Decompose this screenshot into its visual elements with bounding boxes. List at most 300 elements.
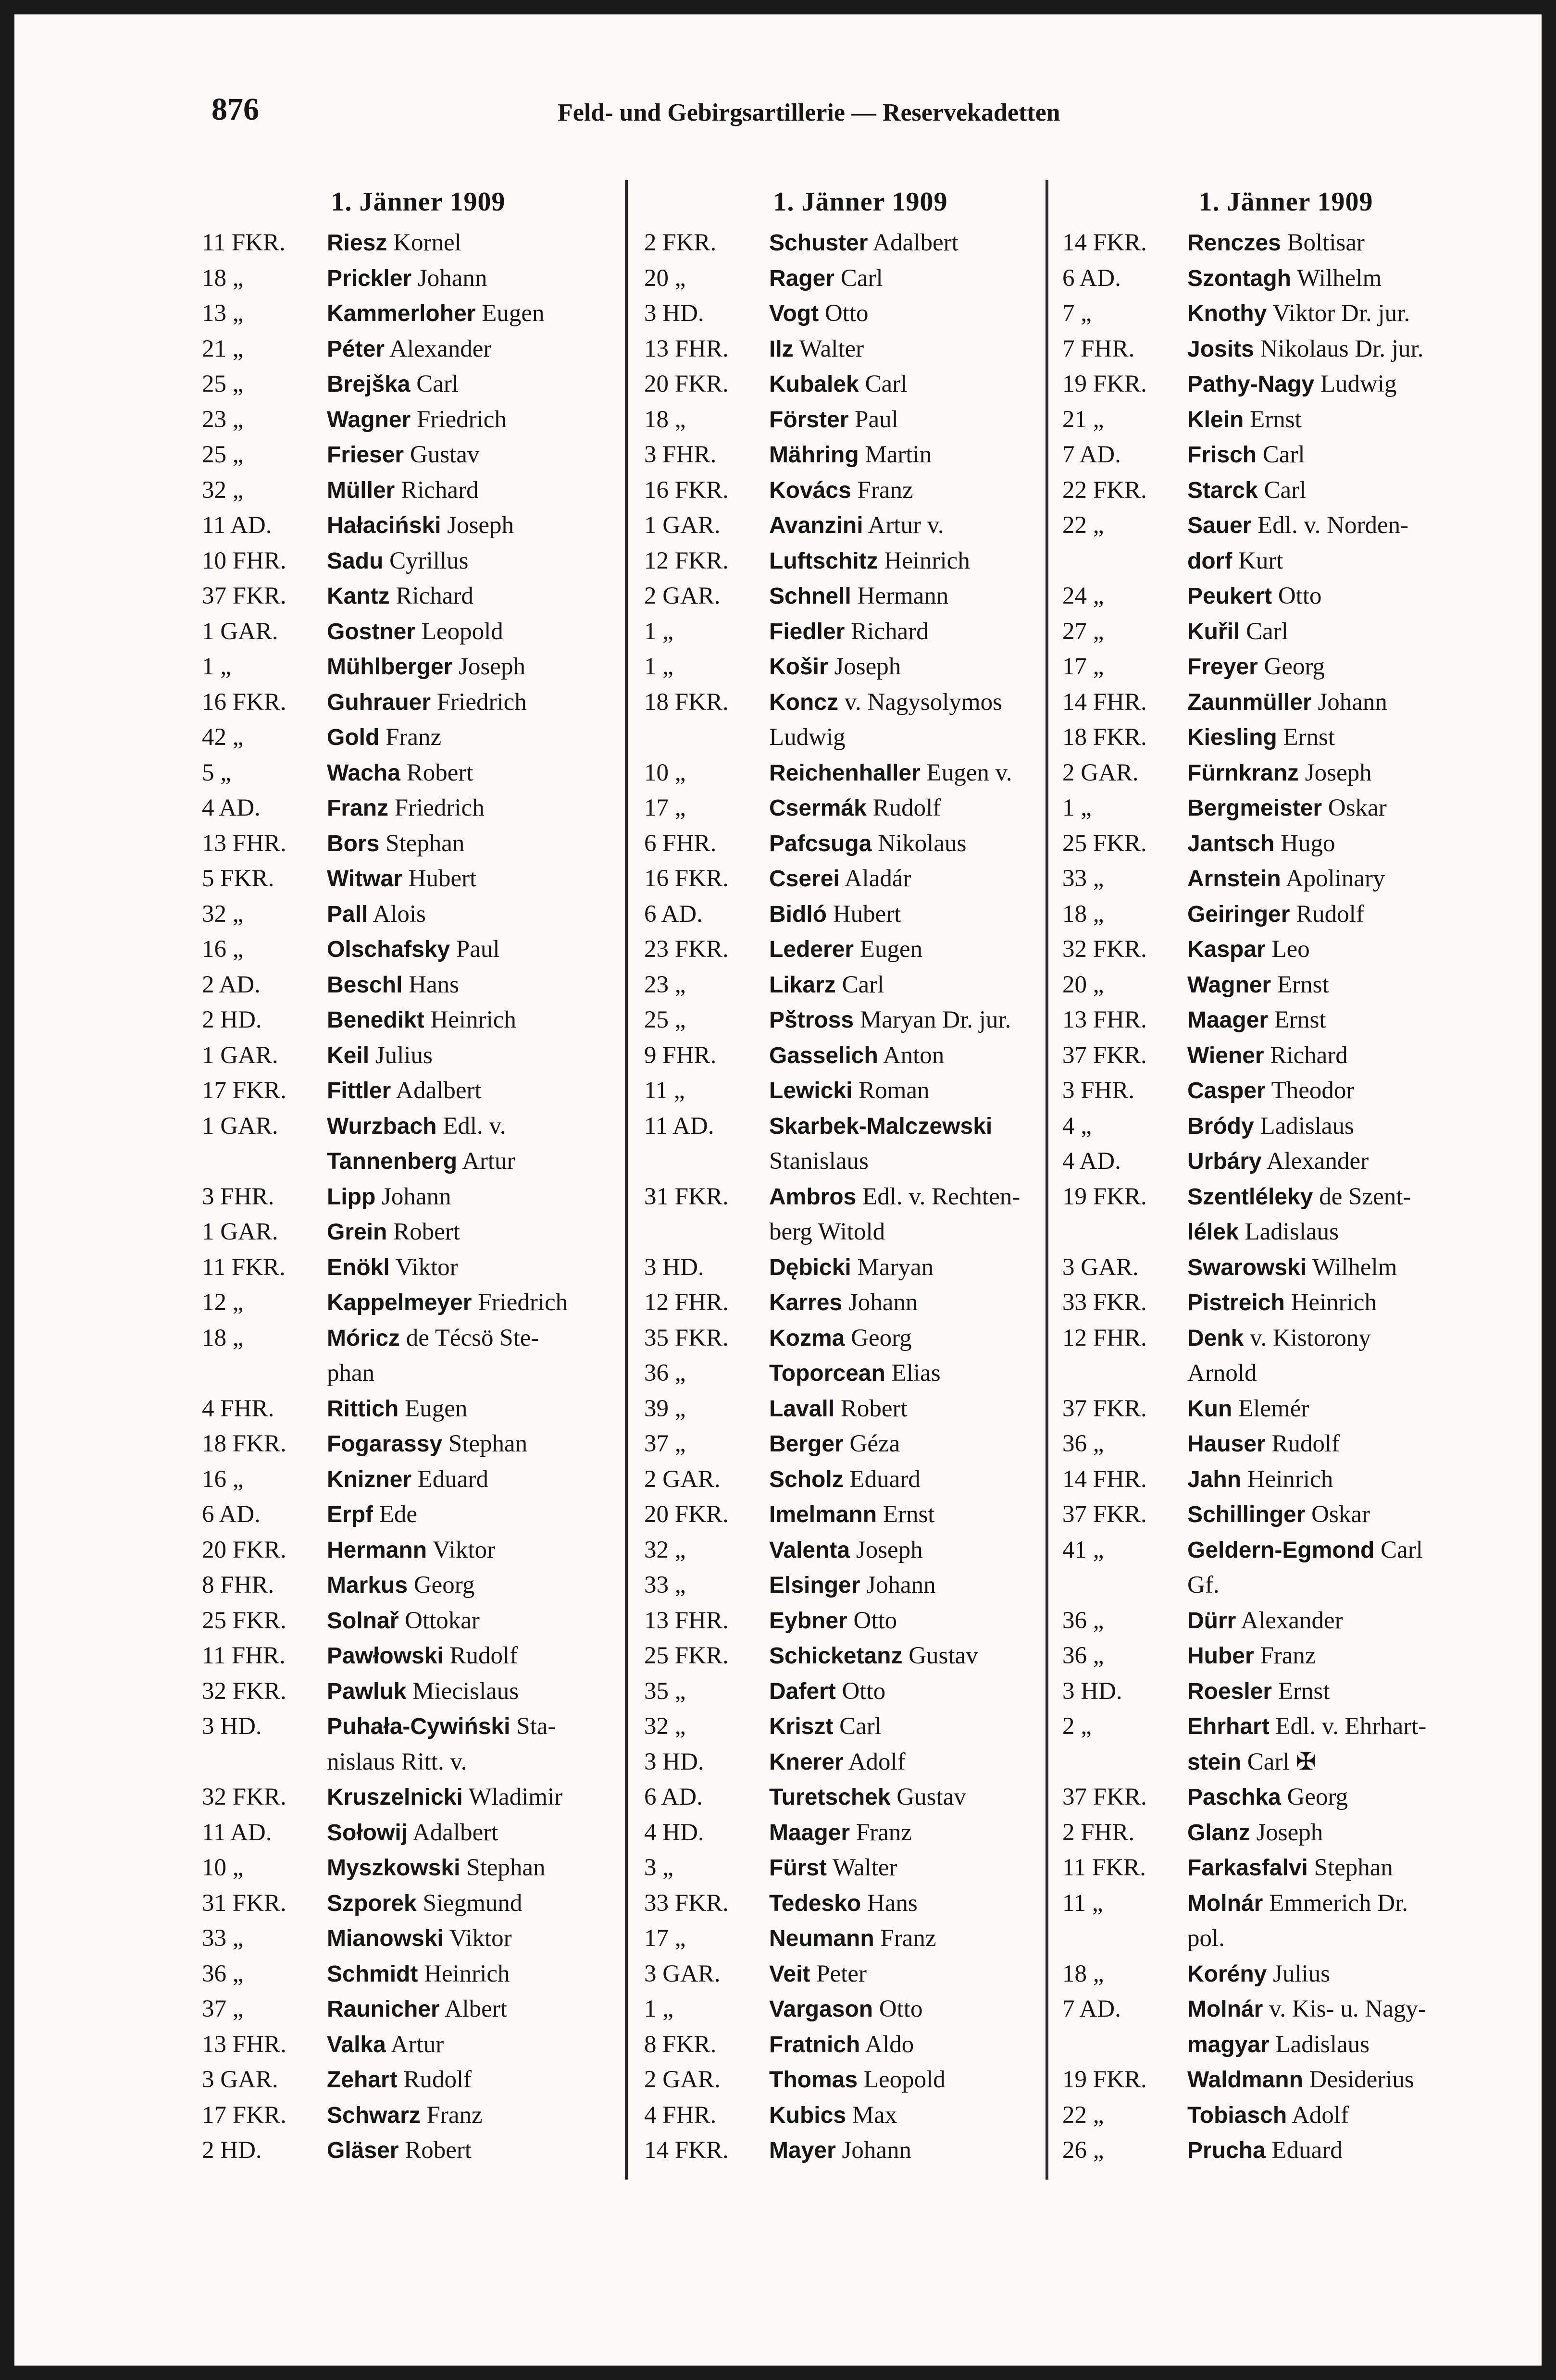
roster-entry [202,1356,635,1391]
given-name: Ernst [1250,406,1302,433]
surname: Denk [1187,1325,1244,1351]
roster-entry [202,1957,635,1992]
cadet-name [327,685,527,720]
regiment-code: 6 AD. [644,900,703,928]
regiment-code: 4 FHR. [202,1395,274,1422]
regiment-code: 18 „ [1062,1960,1104,1987]
regiment-code: 25 FKR. [202,1607,286,1634]
surname: Bidló [769,901,827,927]
surname: Mayer [769,2138,836,2163]
given-name: Wilhelm [1312,1253,1397,1281]
given-name: Friedrich [416,406,507,433]
roster-entry [1062,1603,1509,1639]
cadet-name [769,1038,944,1074]
regiment-code: 1 „ [202,653,231,680]
surname: Wagner [1187,972,1271,998]
cadet-name [769,1921,936,1957]
regiment-code: 11 FHR. [202,1642,286,1669]
given-name: Julius [1273,1960,1331,1987]
given-name: Viktor [395,1253,458,1281]
roster-entry [1062,296,1509,332]
roster-entry [1062,826,1509,862]
surname: Szontagh [1187,265,1291,291]
roster-entry [1062,1038,1509,1074]
given-name: Alois [373,900,426,928]
regiment-code: 23 „ [644,971,686,998]
given-name: Desiderius [1309,2066,1414,2093]
surname: Beschl [327,972,403,998]
regiment-code: 33 FKR. [644,1889,729,1917]
surname: Ehrhart [1187,1714,1270,1739]
given-name: Rudolf [403,2066,472,2093]
surname: Pafcsuga [769,831,872,856]
cadet-name [769,720,846,756]
roster-entry [202,1850,635,1886]
roster-entry [644,1356,1077,1391]
cadet-name [327,756,473,791]
given-name: Stephan [386,830,465,857]
surname: Pathy-Nagy [1187,372,1315,397]
given-name: Gustav [410,441,480,468]
roster-entry [202,1144,635,1179]
cadet-name [327,649,525,685]
surname: Waldmann [1187,2067,1303,2093]
roster-entry [644,1391,1077,1427]
cadet-name [769,1215,885,1250]
regiment-code: 3 HD. [1062,1677,1122,1705]
cadet-name [1187,756,1372,791]
roster-entry [1062,1144,1509,1179]
roster-entry [644,579,1077,614]
regiment-code: 16 FKR. [644,476,729,504]
regiment-code: 4 AD. [202,794,261,821]
cadet-name [769,1250,934,1286]
cadet-name [1187,296,1410,332]
surname: Kriszt [769,1714,834,1739]
regiment-code: 6 FHR. [644,830,717,857]
surname: Hauser [1187,1431,1266,1457]
regiment-code: 4 AD. [1062,1148,1121,1175]
cadet-name [769,756,1012,791]
regiment-code: 21 „ [202,335,244,362]
surname: Csermák [769,795,867,821]
roster-entry [202,1109,635,1144]
roster-entry [202,1179,635,1215]
cadet-name [1187,1391,1309,1427]
cadet-name [327,1215,460,1250]
given-name: Franz [857,476,913,504]
regiment-code: 6 AD. [644,1784,703,1810]
surname: Avanzini [769,513,863,538]
regiment-code: 32 „ [202,900,244,928]
regiment-code: 13 FHR. [202,2031,286,2058]
roster-entry [644,1497,1077,1533]
given-name: Johann [417,264,487,292]
roster-entry [644,1109,1077,1144]
cadet-name [1187,473,1306,508]
given-name: Eugen [405,1395,468,1422]
given-name: Stephan [466,1854,546,1881]
surname: Kovács [769,477,851,503]
surname: Péter [327,336,385,362]
surname: Grein [327,1219,387,1245]
given-name: Franz [880,1925,936,1952]
regiment-code: 16 FKR. [202,688,286,716]
cadet-name [769,261,883,297]
regiment-code: 33 „ [1062,865,1104,892]
regiment-code: 13 FHR. [644,335,729,362]
regiment-code: 6 AD. [202,1501,261,1528]
surname: Ambros [769,1184,857,1210]
regiment-code: 5 FKR. [202,865,274,892]
cadet-name [327,791,485,826]
given-name: Franz [1260,1642,1316,1669]
regiment-code: 6 AD. [1062,264,1121,292]
given-name: Walter [799,335,864,362]
cadet-name [1187,2133,1343,2169]
cadet-name [769,1957,867,1992]
surname: Freyer [1187,654,1258,680]
surname: lélek [1187,1219,1239,1245]
roster-entry [1062,1356,1509,1391]
roster-entry [202,1250,635,1286]
surname: Huber [1187,1643,1254,1669]
roster-entry [202,2098,635,2133]
cadet-name [327,1674,519,1710]
cadet-name [1187,1921,1225,1957]
cadet-name [327,1957,510,1992]
roster-entry [1062,861,1509,897]
regiment-code: 25 FKR. [1062,830,1147,857]
given-name: Heinrich [424,1960,510,1987]
given-name: Eduard [1271,2137,1343,2164]
surname: Maager [769,1820,850,1846]
cadet-name [327,437,479,473]
regiment-code: 39 „ [644,1395,686,1422]
cadet-name [327,1638,518,1674]
roster-entry [202,1215,635,1250]
regiment-code: 1 „ [644,618,673,645]
given-name: Carl [865,371,908,397]
regiment-code: 18 FKR. [202,1430,286,1457]
cadet-name [327,932,500,967]
regiment-code: 22 „ [1062,512,1104,539]
cadet-name [769,437,932,473]
regiment-code: 35 FKR. [644,1324,729,1351]
given-name: Rudolf [1296,900,1364,928]
surname: Vargason [769,1996,873,2022]
given-name: Carl [839,1713,882,1740]
given-name: Franz [426,2101,483,2129]
given-name: Carl [1381,1536,1423,1563]
given-name: Rudolf [449,1642,518,1669]
cadet-name [1187,1709,1426,1745]
given-name: Adalbert [396,1077,482,1104]
cadet-name [769,1073,930,1109]
roster-entry [202,967,635,1003]
roster-entry [202,1497,635,1533]
given-name: nislaus Ritt. v. [327,1748,467,1775]
given-name: Elias [891,1360,941,1387]
surname: Gold [327,725,380,750]
given-name: Martin [865,441,932,468]
surname: Pall [327,901,368,927]
surname: Mianowski [327,1926,444,1951]
given-name: Carl ✠ [1247,1748,1317,1775]
given-name: Alexander [389,335,492,362]
surname: Hermann [327,1537,427,1563]
roster-entry [202,614,635,650]
given-name: Hans [867,1889,918,1917]
cadet-name [327,1073,482,1109]
cadet-name [1187,225,1365,261]
regiment-code: 1 „ [644,1996,673,2022]
given-name: Ladislaus [1260,1112,1354,1140]
regiment-code: 4 FHR. [644,2101,717,2129]
roster-entry [202,402,635,438]
given-name: Johann [1318,688,1387,716]
cadet-name [327,544,468,579]
given-name: Elemér [1238,1395,1309,1422]
regiment-code: 36 „ [202,1960,244,1987]
given-name: Hubert [408,865,477,892]
given-name: Sta- [516,1713,556,1740]
roster-entry [202,1038,635,1074]
cadet-name [1187,1603,1343,1639]
regiment-code: 4 „ [1062,1112,1092,1140]
given-name: Stephan [448,1430,528,1457]
cadet-name [769,1179,1020,1215]
surname: Wacha [327,760,400,786]
given-name: Heinrich [430,1006,516,1033]
roster-entry [1062,756,1509,791]
surname: Prickler [327,265,412,291]
cadet-name [1187,367,1396,402]
given-name: Roman [859,1077,930,1104]
given-name: Viktor Dr. jur. [1272,300,1410,327]
cadet-name [327,1462,488,1498]
surname: Urbáry [1187,1149,1262,1174]
given-name: Eugen [859,936,923,963]
surname: Jahn [1187,1466,1242,1492]
roster-entry [202,1073,635,1109]
roster-entry [202,225,635,261]
given-name: Adalbert [412,1819,498,1846]
roster-entry [644,1250,1077,1286]
given-name: Ernst [883,1501,935,1528]
cadet-name [769,861,911,897]
roster-entry [644,861,1077,897]
cadet-name [769,1391,908,1427]
cadet-name [1187,2027,1369,2063]
regiment-code: 41 „ [1062,1536,1104,1563]
roster-entry [1062,1179,1509,1215]
surname: Knerer [769,1749,844,1775]
regiment-code: 25 FKR. [644,1642,729,1669]
cadet-name [769,402,898,438]
cadet-name [1187,1992,1426,2027]
regiment-code: 21 „ [1062,406,1104,433]
cadet-name [327,1144,515,1179]
given-name: Siegmund [423,1889,523,1917]
roster-entry [1062,967,1509,1003]
cadet-name [1187,649,1325,685]
surname: Förster [769,407,849,433]
given-name: Kurt [1238,547,1283,574]
surname: Luftschitz [769,548,878,574]
given-name: Oskar [1311,1501,1370,1528]
roster-entry [644,1886,1077,1921]
regiment-code: 12 FHR. [1062,1324,1147,1351]
given-name: Rudolf [1271,1430,1340,1457]
given-name: Richard [1270,1041,1348,1069]
regiment-code: 23 „ [202,406,244,433]
roster-entry [1062,649,1509,685]
given-name: Hubert [833,900,901,928]
cadet-name [769,1815,912,1851]
roster-entry [644,367,1077,402]
regiment-code: 14 FHR. [1062,688,1147,716]
cadet-name [769,1426,900,1462]
regiment-code: 18 „ [202,264,244,292]
surname: Schuster [769,230,868,256]
surname: Peukert [1187,583,1272,609]
surname: Kaspar [1187,937,1266,962]
surname: Elsinger [769,1573,860,1598]
regiment-code: 14 FKR. [644,2137,729,2164]
surname: Kubalek [769,372,859,397]
roster-entry [1062,685,1509,720]
regiment-code: 33 „ [202,1925,244,1952]
given-name: Paul [855,406,898,433]
cadet-name [769,1109,992,1144]
given-name: Georg [851,1324,912,1351]
cadet-name [327,1426,527,1462]
regiment-code: 13 „ [202,300,244,327]
given-name: v. Nagysolymos [844,688,1002,716]
cadet-name [769,1321,912,1356]
surname: Farkasfalvi [1187,1855,1308,1881]
cadet-name [1187,1073,1354,1109]
surname: Dafert [769,1678,836,1704]
regiment-code: 37 FKR. [1062,1501,1147,1528]
regiment-code: 37 FKR. [1062,1784,1147,1810]
surname: Puhała-Cywiński [327,1714,510,1739]
regiment-code: 37 FKR. [1062,1395,1147,1422]
regiment-code: 8 FKR. [644,2031,717,2058]
given-name: Apolinary [1285,865,1385,892]
given-name: Robert [393,1218,460,1245]
given-name: Joseph [1305,759,1372,786]
given-name: Eugen [482,300,545,327]
roster-entry [202,685,635,720]
given-name: Otto [853,1607,897,1634]
surname: Sauer [1187,513,1252,538]
roster-entry [1062,1109,1509,1144]
cadet-name [327,861,476,897]
regiment-code: 10 „ [202,1854,244,1881]
roster-entry [1062,1815,1509,1851]
roster-entry [644,2062,1077,2098]
regiment-code: 2 HD. [202,2137,262,2164]
roster-entry [1062,1462,1509,1498]
cadet-name [1187,897,1364,932]
cadet-name [1187,1250,1397,1286]
regiment-code: 3 HD. [644,300,704,327]
roster-entry [1062,402,1509,438]
cadet-name [769,1533,923,1568]
regiment-code: 7 AD. [1062,1996,1121,2022]
regiment-code: 2 FHR. [1062,1819,1135,1846]
regiment-code: 16 „ [202,936,244,963]
cadet-name [327,1533,495,1568]
roster-entry [1062,720,1509,756]
surname: Klein [1187,407,1244,433]
given-name: Stephan [1314,1854,1393,1881]
regiment-code: 2 GAR. [644,583,721,609]
regiment-code: 32 FKR. [202,1677,286,1705]
given-name: Oskar [1328,794,1387,821]
cadet-name [327,1709,556,1745]
cadet-name [1187,1144,1369,1179]
roster-entry [1062,579,1509,614]
roster-entry [644,649,1077,685]
given-name: Robert [405,2137,472,2164]
given-name: Alexander [1266,1148,1369,1175]
roster-column-1 [202,185,635,2169]
regiment-code: 22 „ [1062,2101,1104,2129]
surname: stein [1187,1749,1242,1775]
surname: Geiringer [1187,901,1290,927]
given-name: Ladislaus [1275,2031,1369,2058]
roster-entry [644,2027,1077,2063]
given-name: Maryan Dr. jur. [859,1006,1011,1033]
roster-entry [202,826,635,862]
given-name: Wladimir [468,1784,563,1810]
roster-entry [1062,1073,1509,1109]
cadet-name [769,897,901,932]
cadet-name [1187,2098,1349,2133]
roster-entry [202,296,635,332]
surname: Cserei [769,866,840,892]
surname: Lipp [327,1184,376,1210]
surname: Tedesko [769,1890,861,1916]
surname: Vogt [769,301,819,326]
regiment-code: 20 FKR. [644,1501,729,1528]
roster-entry [1062,1745,1509,1780]
surname: Karres [769,1290,843,1315]
roster-entry [644,1780,1077,1815]
roster-entry [1062,1957,1509,1992]
regiment-code: 36 „ [644,1360,686,1387]
given-name: Emmerich Dr. [1269,1889,1408,1917]
cadet-name [769,1674,885,1710]
roster-entry [1062,1215,1509,1250]
regiment-code: 3 FHR. [1062,1077,1135,1104]
roster-column-3 [1062,185,1509,2169]
surname: Raunicher [327,1996,440,2022]
cadet-name [769,1745,906,1780]
surname: Fogarassy [327,1431,443,1457]
cadet-name [1187,1215,1339,1250]
surname: Imelmann [769,1502,877,1527]
roster-entry [644,1321,1077,1356]
roster-entry [202,437,635,473]
cadet-name [327,2133,472,2169]
cadet-name [1187,1179,1411,1215]
given-name: Boltisar [1287,229,1365,256]
regiment-code: 17 „ [1062,653,1104,680]
